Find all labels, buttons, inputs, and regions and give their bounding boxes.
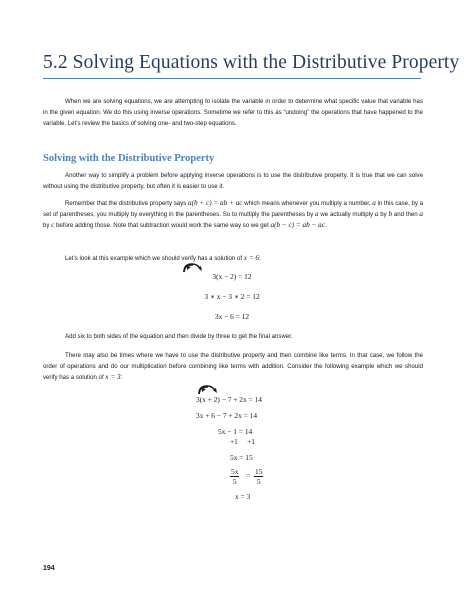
example2-line: 3x + 6 − 7 + 2x = 14 [196, 411, 258, 420]
intro-paragraph: When we are solving equations, we are attempting to isolate the variable in order to determine what specific value that variable has in the given equation. We do this using inverse operations. Sometime we refer to this as “undoing” the operations that have happened to the variable. Let’s review the basics of solving one- and two-step equations. [43, 98, 423, 128]
example2-line: 5x − 1 = 14 [218, 427, 253, 436]
page-title: 5.2 Solving Equations with the Distributive Property [43, 52, 460, 73]
paragraph-example1-followup: Add six to both sides of the equation and then divide by three to get the final answer. [65, 333, 293, 340]
section-heading: Solving with the Distributive Property [43, 153, 215, 164]
example1-line: 3 ∗ x − 3 ∗ 2 = 12 [204, 292, 260, 301]
example2-answer: x = 3 [235, 492, 251, 501]
paragraph-example2-intro: There may also be times where we have to use the distributive property and then combine like terms. In that case, we follow the order of operations and do our multiplication before combining like terms with addition. Consider the following example which we should verify has a solution of x = 3: [43, 352, 423, 382]
title-underline [43, 78, 421, 79]
formula-distributive-add: a(b + c) = ab + ac [187, 199, 243, 207]
formula-distributive-subtract: a(b − c) = ab − ac [270, 221, 325, 230]
page-number: 194 [43, 565, 55, 572]
example2-line: 3(x + 2) − 7 + 2x = 14 [196, 395, 262, 404]
fraction-left: $\frac{5x}{5}$ [231, 467, 239, 486]
paragraph-distributive-rule: Remember that the distributive property says a(b + c) = ab + ac which means whenever you multiply a number, a in this case, by a set of parentheses, you multiply by everything in the parentheses. So to multiply the parentheses by a we actually multiply a by b and then a by c before adding those. Note that subtraction would work the same way so we get a(b − c) = ab − ac. [43, 199, 424, 230]
paragraph-example1-intro: Let’s look at this example which we should verify has a solution of x = 6: [65, 254, 261, 262]
example2-line: 5x = 15 [230, 453, 253, 462]
example1-line: 3(x − 2) = 12 [212, 272, 252, 281]
fraction-equals-sign: = [246, 471, 251, 480]
example2-add-one-both-sides: +1 +1 [230, 437, 255, 446]
paragraph-distributive-intro: Another way to simplify a problem before applying inverse operations is to use the distributive property. It is true that we can solve without using the distributive property, but often it is easier to use it. [43, 172, 423, 191]
distribute-arrow-icon [196, 385, 220, 395]
fraction-right: $\frac{15}{5}$ [255, 467, 263, 486]
example1-line: 3x − 6 = 12 [214, 312, 250, 321]
